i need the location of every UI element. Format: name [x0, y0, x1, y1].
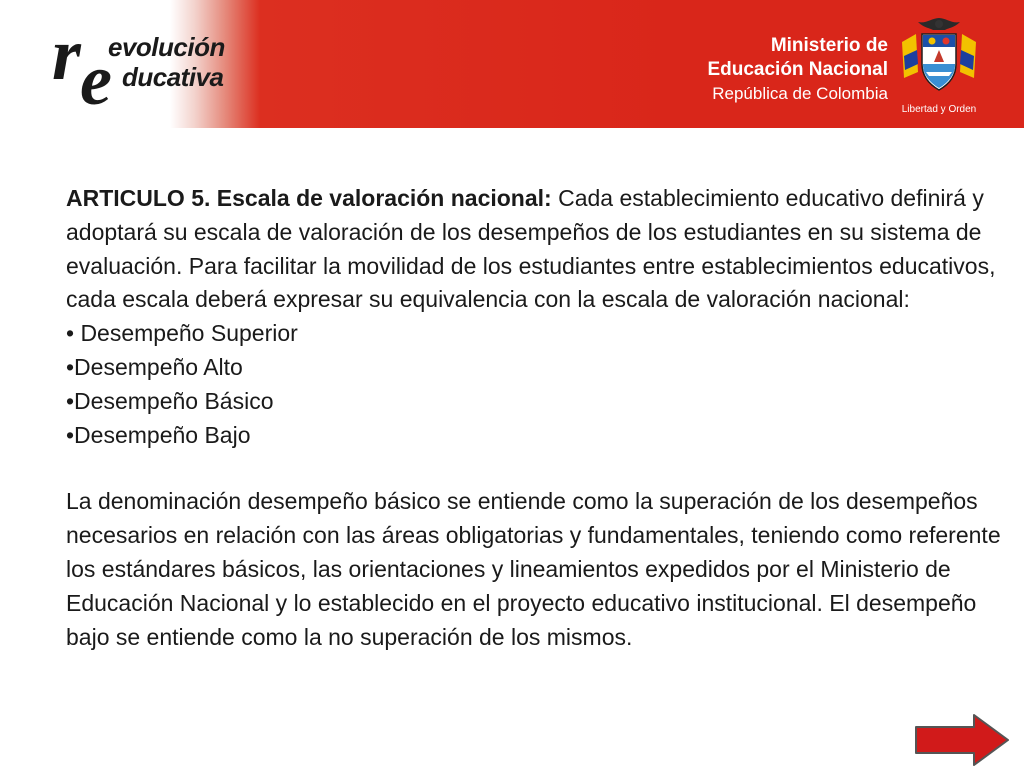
revolucion-educativa-logo	[50, 14, 280, 120]
level-bajo: •Desempeño Bajo	[66, 421, 251, 448]
level-basico: •Desempeño Básico	[66, 387, 274, 414]
ministry-line1: Ministerio de	[770, 35, 888, 56]
ministry-line2: Educación Nacional	[707, 59, 888, 80]
logo-initial-e: e	[80, 40, 112, 120]
explanation-paragraph: La denominación desempeño básico se entiende como la superación de los desempeños necesarios en relación con las áreas obligatorias y fundamentales, teniendo como referente los estándares básicos, las orientaciones y lineamientos expedidos por el Ministerio de Educación Nacional y lo establecido en el proyecto educativo institucional. El desempeño bajo se entiende como la no superación de los mismos.	[66, 488, 1001, 650]
level-superior: • Desempeño Superior	[66, 320, 298, 347]
level-alto: •Desempeño Alto	[66, 353, 243, 380]
seal-motto: Libertad y Orden	[901, 104, 977, 115]
paragraph-spacer	[66, 452, 1011, 485]
ministry-line3: República de Colombia	[712, 84, 888, 103]
header-banner	[0, 0, 1024, 128]
ministry-name	[707, 34, 888, 106]
article-content	[66, 182, 1011, 654]
coat-of-arms-icon	[896, 12, 982, 96]
next-slide-arrow-icon[interactable]	[912, 712, 1012, 768]
article-body: Cada establecimiento educativo definirá y adoptará su escala de valoración de los desempeños de los estudiantes en su sistema de evaluación. Para facilitar la movilidad de los estudiantes entre establecimientos educativos, cada escala deberá expresar su equivalencia con la escala de valoración nacional:	[66, 185, 996, 313]
logo-initial-r: r	[52, 14, 81, 96]
logo-text-line2: ducativa	[122, 62, 224, 92]
article-paragraph	[66, 182, 1011, 317]
article-heading: ARTICULO 5. Escala de valoración nacional:	[66, 185, 552, 211]
logo-text-line1: evolución	[108, 32, 225, 62]
